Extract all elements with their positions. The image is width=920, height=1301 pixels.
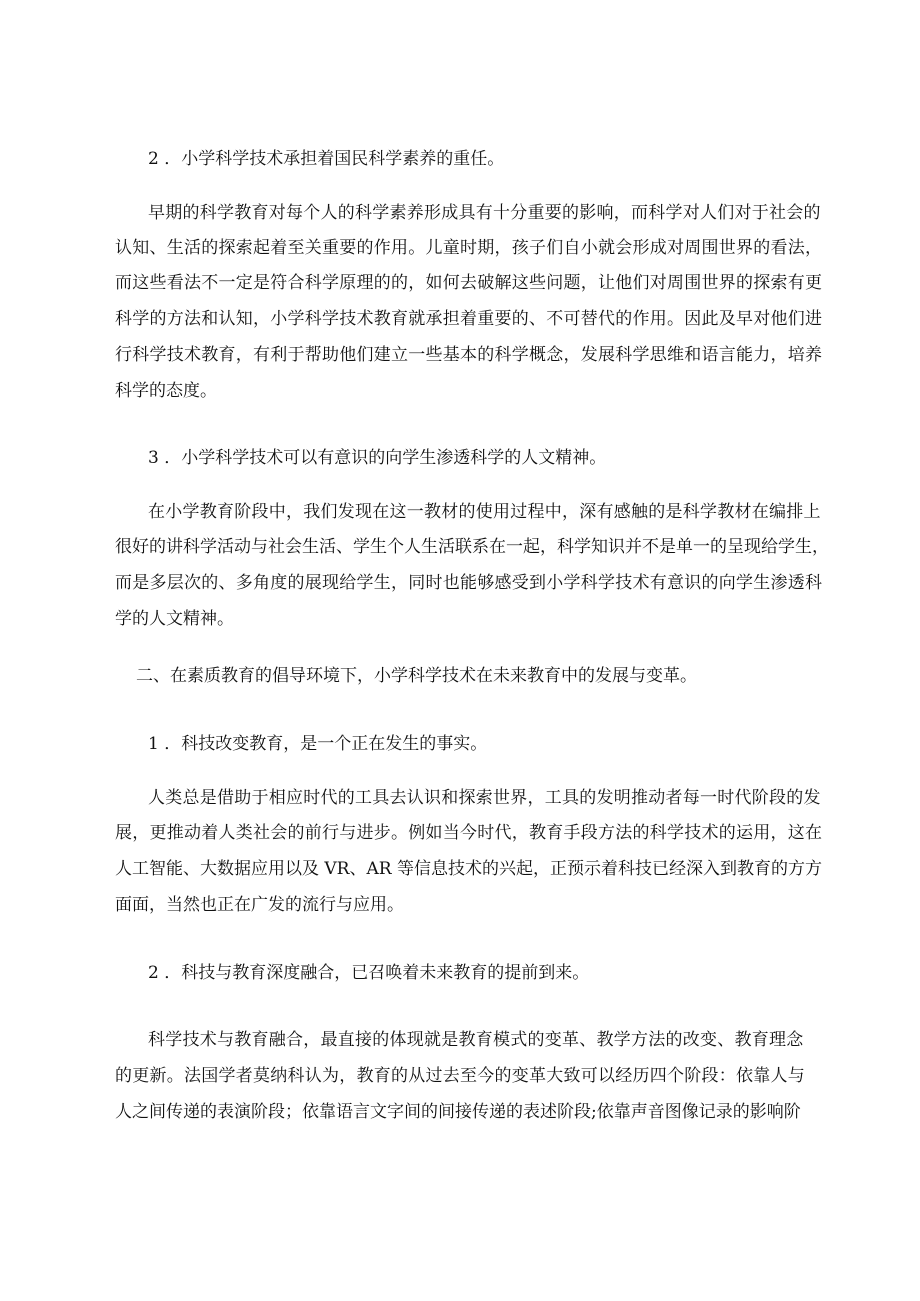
paragraph-line: 而是多层次的、多角度的展现给学生，同时也能够感受到小学科学技术有意识的向学生渗透科 (115, 573, 823, 593)
paragraph-line: 展，更推动着人类社会的前行与进步。例如当今时代，教育手段方法的科学技术的运用，这在 (115, 823, 823, 843)
paragraph-line: 人类总是借助于相应时代的工具去认识和探索世界，工具的发明推动者每一时代阶段的发 (148, 788, 821, 808)
paragraph-line: 学的人文精神。 (115, 609, 234, 629)
paragraph-line: 面面，当然也正在广发的流行与应用。 (115, 895, 404, 915)
paragraph-line: 认知、生活的探索起着至关重要的作用。儿童时期，孩子们自小就会形成对周围世界的看法， (115, 238, 823, 258)
paragraph-line: 人之间传递的表演阶段；依靠语言文字间的间接传递的表述阶段;依靠声音图像记录的影响阶 (115, 1102, 801, 1122)
paragraph-line: 人工智能、大数据应用以及 VR、AR 等信息技术的兴起，正预示着科技已经深入到教育的方方 (115, 859, 822, 879)
paragraph-line: 很好的讲科学活动与社会生活、学生个人生活联系在一起，科学知识并不是单一的呈现给学生， (115, 537, 829, 557)
paragraph-line: 在小学教育阶段中，我们发现在这一教材的使用过程中，深有感触的是科学教材在编排上 (148, 502, 821, 522)
section-heading: 2 ．小学科学技术承担着国民科学素养的重任。 (148, 149, 505, 169)
paragraph-line: 早期的科学教育对每个人的科学素养形成具有十分重要的影响，而科学对人们对于社会的 (148, 203, 821, 223)
chapter-heading: 二、在素质教育的倡导环境下，小学科学技术在未来教育中的发展与变革。 (136, 666, 697, 686)
section-heading: 2 ．科技与教育深度融合，已召唤着未来教育的提前到来。 (148, 963, 590, 983)
paragraph-line: 科学的方法和认知，小学科学技术教育就承担着重要的、不可替代的作用。因此及早对他们进 (115, 309, 823, 329)
paragraph-line: 而这些看法不一定是符合科学原理的的，如何去破解这些问题，让他们对周围世界的探索有更 (115, 273, 823, 293)
paragraph-line: 行科学技术教育，有利于帮助他们建立一些基本的科学概念，发展科学思维和语言能力，培养 (115, 345, 823, 365)
paragraph-line: 科学技术与教育融合，最直接的体现就是教育模式的变革、教学方法的改变、教育理念 (148, 1030, 804, 1050)
paragraph-line: 科学的态度。 (115, 381, 217, 401)
section-heading: 3 ．小学科学技术可以有意识的向学生渗透科学的人文精神。 (148, 448, 607, 468)
paragraph-line: 的更新。法国学者莫纳科认为，教育的从过去至今的变革大致可以经历四个阶段：依靠人与 (115, 1066, 805, 1086)
section-heading: 1 ．科技改变教育，是一个正在发生的事实。 (148, 734, 488, 754)
